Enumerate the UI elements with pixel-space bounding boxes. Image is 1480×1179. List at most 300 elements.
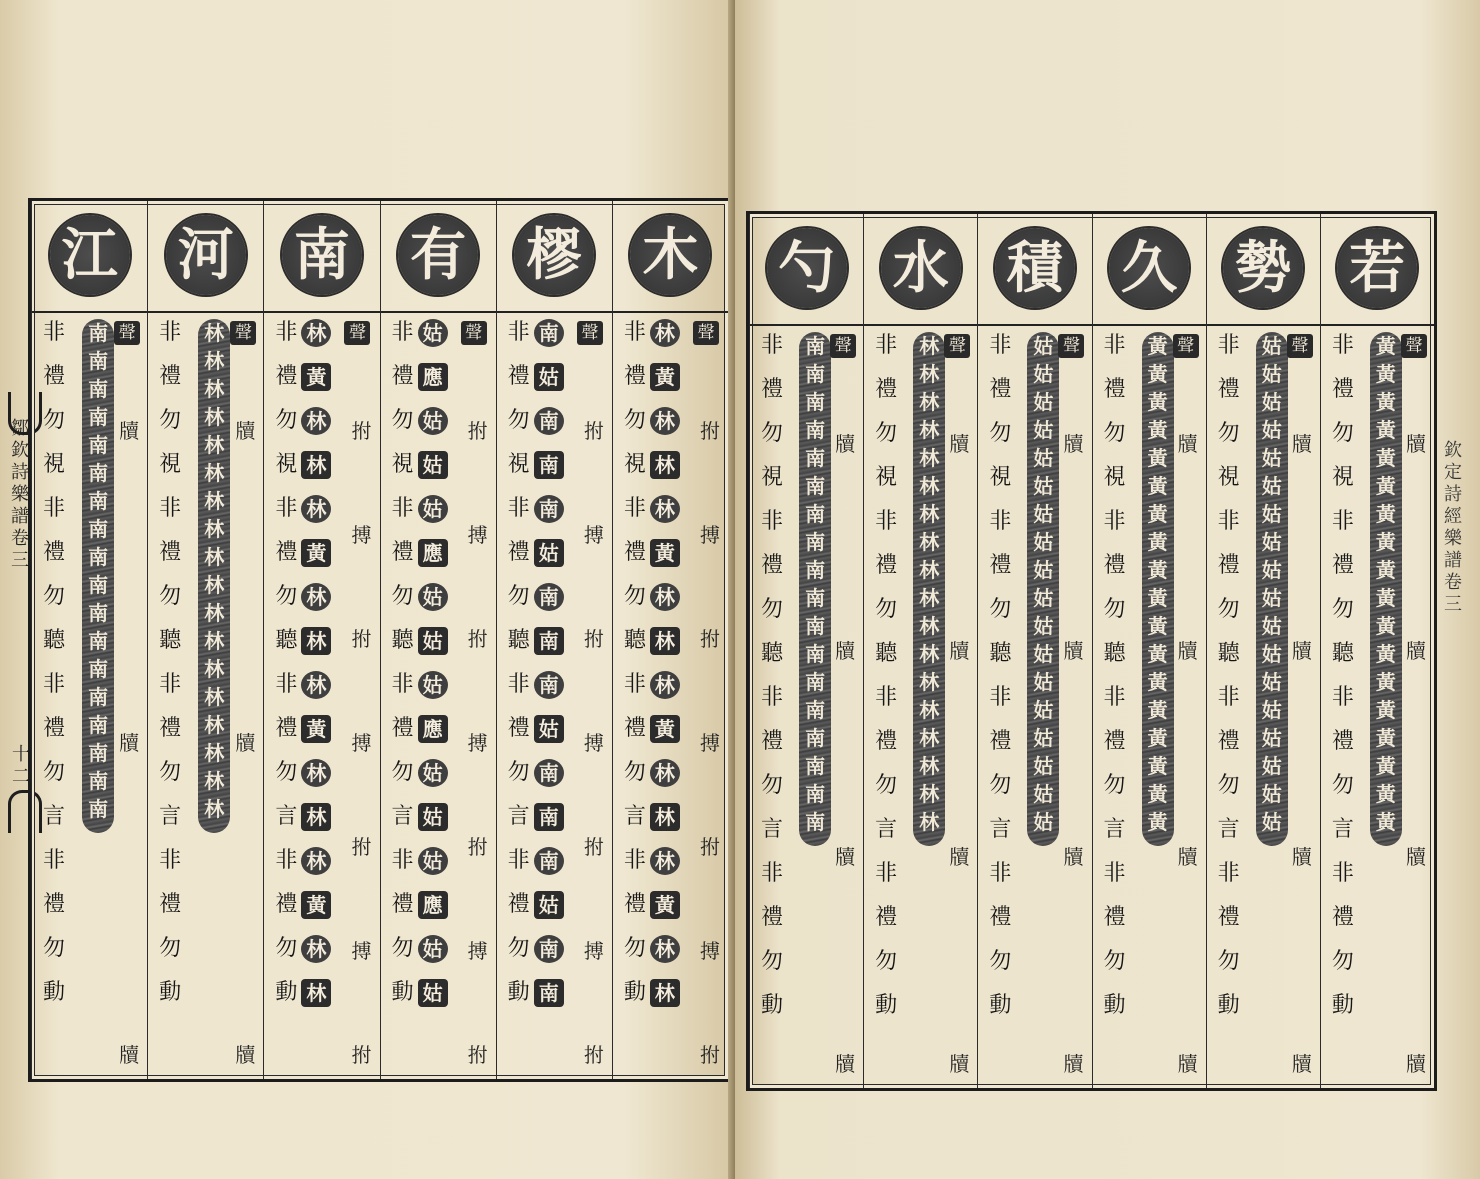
score-column	[496, 201, 612, 1079]
pitch-note: 姑	[1261, 698, 1282, 722]
beat-mark: 牘	[1177, 432, 1198, 456]
beat-mark: 牘	[949, 845, 970, 869]
beat-mark: 牘	[1063, 432, 1084, 456]
pitch-note: 姑	[1033, 334, 1054, 358]
pitch-note: 南	[88, 377, 109, 401]
pitch-note: 南	[534, 671, 564, 699]
pitch-bar	[1142, 332, 1174, 846]
pitch-note: 南	[805, 418, 826, 442]
pitch-note: 南	[805, 390, 826, 414]
pitch-note: 姑	[1033, 754, 1054, 778]
margin-title-char: 定	[1444, 462, 1462, 483]
lyric-char: 勿	[989, 421, 1012, 446]
beat-mark: 拊	[699, 835, 720, 859]
pitch-note: 南	[88, 629, 109, 653]
pitch-note: 林	[919, 642, 940, 666]
column-header-char: 木	[642, 222, 699, 288]
lyric-char: 聽	[391, 628, 414, 653]
pitch-note: 南	[534, 407, 564, 435]
lyric-char: 勿	[275, 760, 298, 785]
pitch-note: 應	[418, 363, 448, 391]
lyric-char: 言	[875, 817, 898, 842]
lyric-char: 禮	[989, 905, 1012, 930]
margin-title-char: 鄒	[11, 418, 29, 439]
pitch-note: 黃	[1375, 446, 1396, 470]
lyric-char: 禮	[159, 364, 182, 389]
lyric-char: 禮	[507, 364, 530, 389]
pitch-note: 姑	[418, 803, 448, 831]
pitch-note: 黃	[301, 715, 331, 743]
lyric-text	[156, 319, 184, 1023]
lyric-char: 勿	[42, 408, 65, 433]
column-header-badge	[398, 215, 478, 295]
pitch-note: 南	[88, 517, 109, 541]
beat-mark: 搏	[351, 523, 372, 547]
pitch-note: 黃	[1147, 754, 1168, 778]
pitch-note: 黃	[1375, 754, 1396, 778]
lyric-char: 禮	[275, 364, 298, 389]
lyric-char: 禮	[159, 892, 182, 917]
pitch-note: 黃	[1375, 614, 1396, 638]
pitch-note: 林	[650, 759, 680, 787]
lyric-char: 非	[1103, 509, 1126, 534]
pitch-note: 林	[919, 670, 940, 694]
lyric-char: 非	[507, 672, 530, 697]
lyric-char: 非	[989, 509, 1012, 534]
pitch-note: 姑	[1033, 586, 1054, 610]
lyric-char: 言	[1331, 817, 1354, 842]
lyric-char: 勿	[1331, 949, 1354, 974]
beat-mark: 拊	[699, 419, 720, 443]
lyric-char: 聽	[989, 641, 1012, 666]
pitch-note: 姑	[418, 759, 448, 787]
pitch-note: 林	[301, 847, 331, 875]
lyric-char: 勿	[42, 584, 65, 609]
lyric-char: 視	[1103, 465, 1126, 490]
lyric-char: 禮	[760, 729, 783, 754]
lyric-char: 非	[391, 320, 414, 345]
pitch-note: 姑	[1033, 782, 1054, 806]
beat-mark: 牘	[835, 1052, 856, 1076]
lyric-char: 聽	[159, 628, 182, 653]
pitch-note: 姑	[1033, 810, 1054, 834]
beat-mark: 拊	[583, 835, 604, 859]
lyric-char: 禮	[42, 540, 65, 565]
pitch-note: 黃	[1147, 810, 1168, 834]
lyric-text	[389, 319, 417, 1023]
lyric-char: 非	[875, 685, 898, 710]
lyric-char: 禮	[989, 729, 1012, 754]
pitch-note: 黃	[1375, 334, 1396, 358]
pitch-label: 聲	[114, 321, 140, 345]
beat-mark: 牘	[1405, 639, 1426, 663]
lyric-char: 非	[760, 861, 783, 886]
column-header-char: 河	[177, 222, 234, 288]
lyric-char: 禮	[275, 716, 298, 741]
lyric-char: 動	[760, 993, 783, 1018]
lyric-char: 非	[507, 848, 530, 873]
lyric-char: 勿	[989, 597, 1012, 622]
pitch-note: 南	[534, 495, 564, 523]
pitch-note: 南	[534, 583, 564, 611]
beat-mark: 牘	[235, 731, 256, 755]
lyric-char: 視	[989, 465, 1012, 490]
score-column	[147, 201, 263, 1079]
lyric-char: 聽	[623, 628, 646, 653]
lyric-char: 言	[1217, 817, 1240, 842]
lyric-char: 禮	[42, 364, 65, 389]
lyric-char: 勿	[275, 584, 298, 609]
lyric-char: 非	[507, 496, 530, 521]
pitch-note: 黃	[1147, 670, 1168, 694]
lyric-char: 勿	[1103, 421, 1126, 446]
lyric-char: 動	[42, 980, 65, 1005]
lyric-char: 勿	[1217, 597, 1240, 622]
lyric-char: 聽	[760, 641, 783, 666]
pitch-note: 林	[650, 935, 680, 963]
column-header-badge	[514, 215, 594, 295]
pitch-note: 姑	[1033, 446, 1054, 470]
lyric-char: 非	[42, 672, 65, 697]
lyric-text	[986, 332, 1014, 1036]
pitch-note: 林	[919, 362, 940, 386]
lyric-text	[1329, 332, 1357, 1036]
beat-mark: 牘	[1177, 1052, 1198, 1076]
beat-mark: 牘	[1405, 845, 1426, 869]
beat-mark: 牘	[119, 419, 140, 443]
beat-mark: 搏	[467, 939, 488, 963]
lyric-char: 禮	[1331, 377, 1354, 402]
lyric-char: 禮	[623, 716, 646, 741]
pitch-note: 黃	[1147, 782, 1168, 806]
pitch-note: 林	[301, 319, 331, 347]
pitch-note: 應	[418, 891, 448, 919]
pitch-note: 黃	[1147, 502, 1168, 526]
column-header-badge	[1109, 228, 1189, 308]
beat-mark: 搏	[583, 939, 604, 963]
lyric-char: 勿	[989, 949, 1012, 974]
lyric-char: 禮	[760, 905, 783, 930]
lyric-char: 視	[159, 452, 182, 477]
lyric-char: 勿	[1217, 949, 1240, 974]
pitch-note: 林	[301, 583, 331, 611]
lyric-char: 非	[989, 333, 1012, 358]
beat-mark: 牘	[1405, 1052, 1426, 1076]
beat-mark: 牘	[835, 432, 856, 456]
lyric-char: 非	[159, 848, 182, 873]
column-header-char: 積	[1006, 235, 1063, 301]
pitch-note: 黃	[1375, 502, 1396, 526]
lyric-char: 禮	[507, 540, 530, 565]
lyric-char: 非	[760, 509, 783, 534]
margin-title-char: 詩	[11, 462, 29, 483]
lyric-char: 視	[1331, 465, 1354, 490]
lyric-char: 勿	[159, 936, 182, 961]
pitch-notes	[417, 319, 449, 1023]
lyric-char: 勿	[1103, 773, 1126, 798]
pitch-note: 姑	[1261, 586, 1282, 610]
pitch-note: 南	[88, 741, 109, 765]
pitch-note: 林	[301, 803, 331, 831]
pitch-note: 林	[301, 407, 331, 435]
pitch-note: 南	[534, 935, 564, 963]
pitch-note: 黃	[1375, 530, 1396, 554]
pitch-note: 林	[650, 495, 680, 523]
lyric-char: 禮	[1103, 905, 1126, 930]
pitch-note: 林	[919, 810, 940, 834]
lyric-char: 非	[391, 672, 414, 697]
pitch-note: 南	[805, 810, 826, 834]
pitch-note: 姑	[1261, 810, 1282, 834]
lyric-char: 禮	[1331, 729, 1354, 754]
pitch-note: 南	[88, 321, 109, 345]
pitch-note: 南	[805, 670, 826, 694]
lyric-char: 禮	[1331, 905, 1354, 930]
pitch-note: 林	[204, 349, 225, 373]
column-header-char: 有	[410, 222, 467, 288]
lyric-char: 勿	[391, 584, 414, 609]
pitch-note: 姑	[1261, 530, 1282, 554]
lyric-char: 勿	[623, 408, 646, 433]
pitch-note: 姑	[1261, 446, 1282, 470]
lyric-char: 勿	[391, 936, 414, 961]
lyric-char: 動	[1103, 993, 1126, 1018]
pitch-bar	[1256, 332, 1288, 846]
pitch-note: 南	[805, 782, 826, 806]
pitch-note: 林	[204, 321, 225, 345]
pitch-note: 姑	[1261, 614, 1282, 638]
pitch-note: 南	[534, 847, 564, 875]
pitch-note: 林	[919, 782, 940, 806]
lyric-char: 非	[989, 861, 1012, 886]
pitch-note: 南	[88, 461, 109, 485]
lyric-char: 非	[159, 496, 182, 521]
pitch-note: 南	[88, 349, 109, 373]
score-column	[612, 201, 728, 1079]
column-header-char: 若	[1349, 235, 1406, 301]
pitch-note: 南	[88, 769, 109, 793]
pitch-note: 姑	[1033, 726, 1054, 750]
pitch-note: 林	[204, 489, 225, 513]
lyric-char: 禮	[391, 540, 414, 565]
pitch-note: 黃	[1147, 418, 1168, 442]
pitch-note: 姑	[534, 715, 564, 743]
page-number-char: 十	[12, 744, 30, 765]
lyric-char: 勿	[760, 773, 783, 798]
lyric-char: 勿	[623, 936, 646, 961]
lyric-char: 非	[1217, 333, 1240, 358]
beat-mark: 搏	[699, 523, 720, 547]
pitch-note: 南	[805, 726, 826, 750]
margin-title-char: 欽	[1444, 440, 1462, 461]
pitch-note: 姑	[1261, 754, 1282, 778]
margin-title-char: 譜	[1444, 550, 1462, 571]
pitch-notes	[300, 319, 332, 1023]
pitch-note: 南	[805, 642, 826, 666]
pitch-note: 南	[88, 713, 109, 737]
lyric-text	[505, 319, 533, 1023]
pitch-note: 黃	[650, 363, 680, 391]
pitch-note: 姑	[534, 539, 564, 567]
pitch-note: 姑	[1261, 558, 1282, 582]
lyric-char: 言	[391, 804, 414, 829]
lyric-text	[758, 332, 786, 1036]
pitch-note: 黃	[1375, 670, 1396, 694]
pitch-note: 林	[650, 407, 680, 435]
pitch-note: 姑	[1033, 698, 1054, 722]
beat-mark: 牘	[1291, 1052, 1312, 1076]
pitch-note: 林	[650, 583, 680, 611]
pitch-note: 姑	[418, 495, 448, 523]
beat-mark: 牘	[1291, 845, 1312, 869]
lyric-char: 非	[1103, 333, 1126, 358]
lyric-char: 非	[1217, 509, 1240, 534]
pitch-note: 黃	[1375, 418, 1396, 442]
lyric-char: 勿	[875, 421, 898, 446]
beat-mark: 牘	[119, 1043, 140, 1067]
beat-mark: 牘	[1405, 432, 1426, 456]
column-header-char: 勢	[1235, 235, 1292, 301]
left-page	[0, 0, 735, 1179]
lyric-char: 禮	[275, 540, 298, 565]
pitch-note: 姑	[1261, 670, 1282, 694]
pitch-label: 聲	[577, 321, 603, 345]
pitch-note: 林	[919, 446, 940, 470]
beat-mark: 拊	[351, 1043, 372, 1067]
pitch-note: 姑	[1033, 530, 1054, 554]
pitch-note: 黃	[1147, 474, 1168, 498]
lyric-char: 禮	[1217, 377, 1240, 402]
lyric-char: 言	[159, 804, 182, 829]
lyric-char: 非	[1331, 333, 1354, 358]
pitch-note: 黃	[1375, 642, 1396, 666]
lyric-char: 聽	[1103, 641, 1126, 666]
beat-mark: 拊	[583, 627, 604, 651]
lyric-char: 勿	[159, 760, 182, 785]
beat-mark: 拊	[699, 627, 720, 651]
pitch-note: 南	[88, 657, 109, 681]
lyric-char: 禮	[760, 553, 783, 578]
pitch-note: 林	[204, 657, 225, 681]
pitch-note: 林	[301, 627, 331, 655]
lyric-char: 非	[275, 848, 298, 873]
column-header-char: 江	[61, 222, 118, 288]
lyric-char: 視	[1217, 465, 1240, 490]
lyric-char: 非	[1217, 861, 1240, 886]
lyric-text	[1101, 332, 1129, 1036]
pitch-note: 南	[805, 362, 826, 386]
beat-mark: 牘	[949, 639, 970, 663]
score-column	[31, 201, 147, 1079]
column-header-char: 南	[293, 222, 350, 288]
pitch-label: 聲	[1401, 334, 1427, 358]
score-column	[1206, 214, 1320, 1088]
pitch-note: 姑	[1033, 418, 1054, 442]
beat-mark: 拊	[583, 1043, 604, 1067]
beat-mark: 搏	[583, 731, 604, 755]
beat-mark: 牘	[1063, 1052, 1084, 1076]
pitch-note: 姑	[418, 847, 448, 875]
lyric-char: 勿	[391, 408, 414, 433]
pitch-note: 南	[805, 558, 826, 582]
margin-title-char: 三	[1444, 594, 1462, 615]
lyric-text	[621, 319, 649, 1023]
lyric-char: 禮	[42, 716, 65, 741]
beat-mark: 拊	[351, 419, 372, 443]
lyric-char: 聽	[507, 628, 530, 653]
pitch-note: 林	[204, 769, 225, 793]
right-margin-title	[1440, 440, 1466, 616]
margin-title-char: 卷	[11, 528, 29, 549]
pitch-note: 林	[204, 573, 225, 597]
lyric-char: 動	[1331, 993, 1354, 1018]
beat-mark: 牘	[1177, 639, 1198, 663]
column-header-badge	[1223, 228, 1303, 308]
lyric-char: 禮	[875, 729, 898, 754]
lyric-char: 禮	[623, 540, 646, 565]
column-header-badge	[50, 215, 130, 295]
pitch-note: 黃	[1375, 782, 1396, 806]
pitch-note: 林	[919, 502, 940, 526]
lyric-char: 非	[159, 320, 182, 345]
pitch-note: 林	[204, 685, 225, 709]
lyric-char: 非	[391, 848, 414, 873]
lyric-char: 非	[623, 848, 646, 873]
lyric-char: 視	[275, 452, 298, 477]
lyric-char: 禮	[159, 716, 182, 741]
beat-mark: 搏	[699, 731, 720, 755]
pitch-note: 林	[919, 586, 940, 610]
lyric-char: 勿	[989, 773, 1012, 798]
lyric-char: 非	[760, 685, 783, 710]
lyric-char: 禮	[1331, 553, 1354, 578]
pitch-note: 林	[301, 935, 331, 963]
pitch-note: 姑	[418, 671, 448, 699]
pitch-note: 黃	[301, 539, 331, 567]
pitch-bar	[82, 319, 114, 833]
pitch-notes	[533, 319, 565, 1023]
pitch-note: 南	[88, 601, 109, 625]
lyric-char: 非	[159, 672, 182, 697]
pitch-note: 林	[650, 803, 680, 831]
lyric-char: 禮	[1217, 729, 1240, 754]
lyric-char: 勿	[42, 936, 65, 961]
pitch-note: 林	[919, 418, 940, 442]
lyric-char: 聽	[42, 628, 65, 653]
pitch-note: 南	[534, 803, 564, 831]
pitch-note: 林	[204, 545, 225, 569]
pitch-note: 黃	[301, 363, 331, 391]
lyric-char: 視	[760, 465, 783, 490]
lyric-char: 禮	[623, 364, 646, 389]
score-column	[1320, 214, 1434, 1088]
pitch-note: 姑	[1033, 502, 1054, 526]
pitch-note: 林	[650, 451, 680, 479]
pitch-note: 姑	[1261, 726, 1282, 750]
pitch-note: 黃	[1147, 726, 1168, 750]
pitch-note: 南	[88, 573, 109, 597]
pitch-note: 南	[534, 979, 564, 1007]
pitch-note: 姑	[418, 935, 448, 963]
pitch-note: 姑	[418, 627, 448, 655]
pitch-note: 南	[805, 446, 826, 470]
pitch-note: 黃	[1147, 446, 1168, 470]
pitch-note: 林	[919, 334, 940, 358]
pitch-note: 姑	[1033, 642, 1054, 666]
beat-mark: 拊	[467, 419, 488, 443]
pitch-note: 林	[919, 754, 940, 778]
lyric-char: 禮	[875, 553, 898, 578]
